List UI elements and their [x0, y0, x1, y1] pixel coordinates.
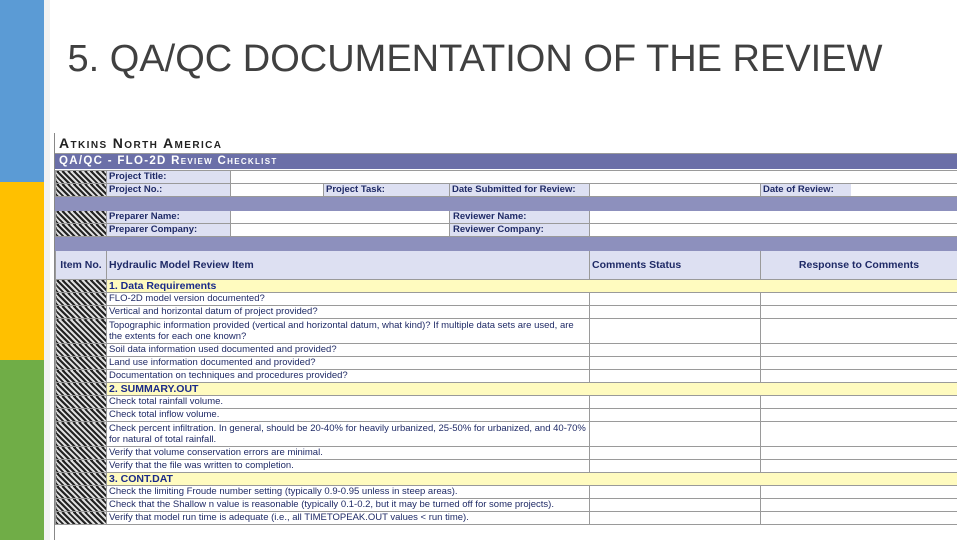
reviewer-name-label: Reviewer Name: — [449, 211, 589, 223]
comment-cell[interactable] — [590, 319, 761, 344]
review-item: Verify that the file was written to completion. — [107, 460, 590, 473]
table-row — [56, 396, 958, 409]
comment-cell[interactable] — [590, 370, 761, 383]
info-row — [56, 184, 958, 197]
section-row — [56, 473, 958, 486]
section-row — [56, 383, 958, 396]
preparer-name-field[interactable] — [231, 211, 449, 223]
review-item: Check percent infiltration. In general, should be 20-40% for heavily urbanized, 25-50% for urbanized, and 40-70% for natural of total rainfall. — [107, 422, 590, 447]
reviewer-company-label: Reviewer Company: — [449, 224, 589, 236]
review-item: Check the limiting Froude number setting (typically 0.9-0.95 unless in steep areas). — [107, 486, 590, 499]
separator-row — [56, 237, 958, 251]
table-row — [56, 512, 958, 525]
preparer-company-label: Preparer Company: — [107, 224, 231, 237]
reviewer-name-field[interactable] — [590, 211, 958, 224]
review-item: Vertical and horizontal datum of project provided? — [107, 306, 590, 319]
column-header-response: Response to Comments — [761, 251, 958, 280]
comment-cell[interactable] — [590, 409, 761, 422]
reviewer-company-field[interactable] — [590, 224, 958, 237]
response-cell[interactable] — [761, 422, 958, 447]
review-item: Topographic information provided (vertical and horizontal datum, what kind)? If multiple data sets are used, are the extents for each one known? — [107, 319, 590, 344]
comment-cell[interactable] — [590, 293, 761, 306]
table-row — [56, 499, 958, 512]
review-item: Documentation on techniques and procedures provided? — [107, 370, 590, 383]
accent-bar-yellow — [0, 182, 44, 360]
accent-bar-blue — [0, 0, 44, 182]
info-row — [56, 171, 958, 184]
project-no-field[interactable] — [231, 184, 324, 197]
checklist-sheet — [54, 133, 957, 540]
response-cell[interactable] — [761, 357, 958, 370]
column-header-review-item: Hydraulic Model Review Item — [107, 251, 590, 280]
table-row — [56, 370, 958, 383]
date-review-label: Date of Review: — [761, 184, 851, 196]
checklist-title: QA/QC - FLO-2D Review Checklist — [55, 154, 957, 169]
info-row — [56, 224, 958, 237]
column-header-item: Item No. — [56, 251, 107, 280]
table-row — [56, 306, 958, 319]
review-item: Verify that model run time is adequate (i.e., all TIMETOPEAK.OUT values < run time). — [107, 512, 590, 525]
response-cell[interactable] — [761, 370, 958, 383]
response-cell[interactable] — [761, 447, 958, 460]
table-row — [56, 357, 958, 370]
review-item: Soil data information used documented and provided? — [107, 344, 590, 357]
comment-cell[interactable] — [590, 422, 761, 447]
separator-row — [56, 197, 958, 211]
hatch-cell — [56, 224, 107, 237]
table-row — [56, 293, 958, 306]
company-name: Atkins North America — [55, 133, 957, 154]
review-item: Land use information documented and provided? — [107, 357, 590, 370]
review-item: Check that the Shallow n value is reasonable (typically 0.1-0.2, but it may be turned off for some projects). — [107, 499, 590, 512]
section-title: 2. SUMMARY.OUT — [107, 383, 958, 396]
response-cell[interactable] — [761, 512, 958, 525]
table-row — [56, 319, 958, 344]
table-row — [56, 422, 958, 447]
comment-cell[interactable] — [590, 512, 761, 525]
hatch-cell — [56, 171, 107, 184]
info-row — [56, 211, 958, 224]
preparer-name-label: Preparer Name: — [107, 211, 231, 224]
column-header-row — [56, 251, 958, 280]
section-title: 1. Data Requirements — [107, 280, 958, 293]
slide-title: 5. QA/QC DOCUMENTATION OF THE REVIEW — [67, 38, 883, 80]
checklist-table — [55, 170, 957, 525]
table-row — [56, 409, 958, 422]
response-cell[interactable] — [761, 396, 958, 409]
comment-cell[interactable] — [590, 396, 761, 409]
comment-cell[interactable] — [590, 460, 761, 473]
project-task-label: Project Task: — [324, 184, 450, 197]
response-cell[interactable] — [761, 344, 958, 357]
review-item: FLO-2D model version documented? — [107, 293, 590, 306]
section-title: 3. CONT.DAT — [107, 473, 958, 486]
comment-cell[interactable] — [590, 447, 761, 460]
response-cell[interactable] — [761, 293, 958, 306]
response-cell[interactable] — [761, 486, 958, 499]
comment-cell[interactable] — [590, 344, 761, 357]
section-row — [56, 280, 958, 293]
table-row — [56, 344, 958, 357]
project-title-label: Project Title: — [107, 171, 231, 184]
date-submitted-label: Date Submitted for Review: — [450, 184, 590, 197]
review-item: Verify that volume conservation errors are minimal. — [107, 447, 590, 460]
comment-cell[interactable] — [590, 486, 761, 499]
response-cell[interactable] — [761, 409, 958, 422]
table-row — [56, 460, 958, 473]
table-row — [56, 447, 958, 460]
table-row — [56, 486, 958, 499]
review-item: Check total rainfall volume. — [107, 396, 590, 409]
comment-cell[interactable] — [590, 499, 761, 512]
comment-cell[interactable] — [590, 306, 761, 319]
project-title-field[interactable] — [231, 171, 958, 184]
response-cell[interactable] — [761, 306, 958, 319]
column-header-comments-status: Comments Status — [590, 251, 761, 280]
response-cell[interactable] — [761, 460, 958, 473]
hatch-cell — [56, 184, 107, 197]
accent-bar-green — [0, 360, 44, 540]
date-submitted-field[interactable] — [590, 184, 761, 197]
hatch-cell — [56, 211, 107, 224]
response-cell[interactable] — [761, 499, 958, 512]
preparer-company-field[interactable] — [231, 224, 449, 236]
review-item: Check total inflow volume. — [107, 409, 590, 422]
comment-cell[interactable] — [590, 357, 761, 370]
response-cell[interactable] — [761, 319, 958, 344]
project-no-label: Project No.: — [107, 184, 231, 197]
accent-gap — [44, 0, 50, 540]
